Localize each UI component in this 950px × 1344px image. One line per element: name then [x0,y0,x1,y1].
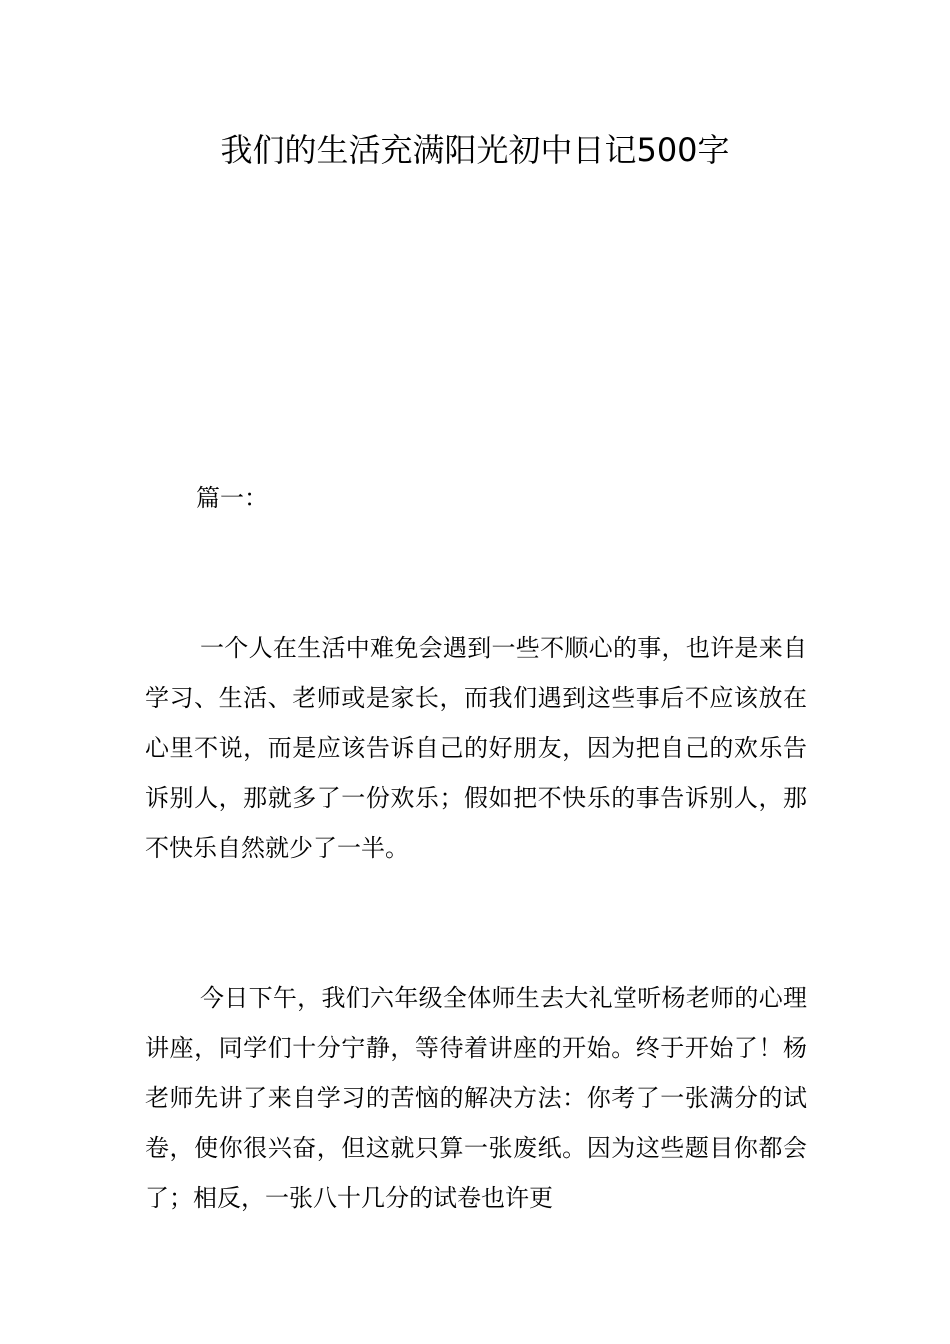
paragraph-1: 一个人在生活中难免会遇到一些不顺心的事，也许是来自学习、生活、老师或是家长，而我们遇到这些事后不应该放在心里不说，而是应该告诉自己的好朋友，因为把自己的欢乐告诉别人，那就多了一份欢乐；假如把不快乐的事告诉别人，那不快乐自然就少了一半。 [145,634,807,862]
paragraph-2: 今日下午，我们六年级全体师生去大礼堂听杨老师的心理讲座，同学们十分宁静，等待着讲座的开始。终于开始了！杨老师先讲了来自学习的苦恼的解决方法：你考了一张满分的试卷，使你很兴奋，但这就只算一张废纸。因为这些题目你都会了；相反，一张八十几分的试卷也许更 [145,984,807,1212]
document-title: 我们的生活充满阳光初中日记500字 [220,131,730,169]
section-heading: 篇一： [196,484,268,512]
